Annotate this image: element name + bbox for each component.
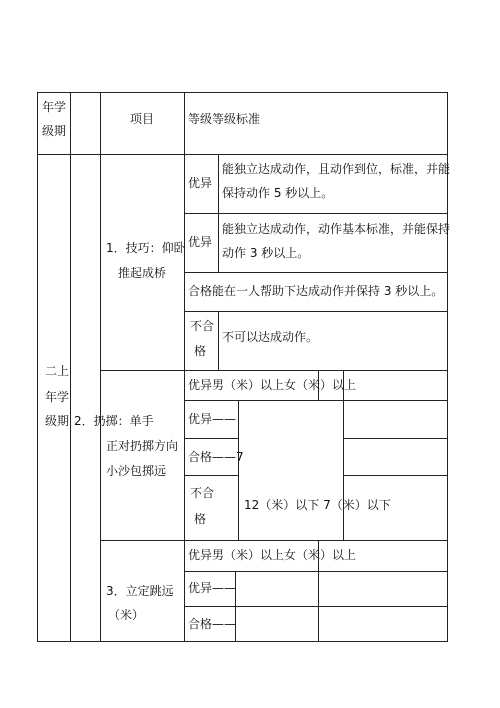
item3-row3-text: 合格—— bbox=[188, 617, 237, 631]
item1-grade2-text-1: 能独立达成动作，动作基本标准，并能保持 bbox=[222, 222, 451, 236]
item1-title-line1: 1．技巧：仰卧 bbox=[106, 241, 186, 255]
item2-col-a bbox=[238, 400, 239, 540]
item2-row3-text: 合格——7 bbox=[188, 450, 244, 464]
item1-row-line-2 bbox=[184, 272, 448, 273]
left-border bbox=[37, 92, 38, 642]
item2-row2-text: 优异—— bbox=[188, 412, 237, 426]
header-item-title: 项目 bbox=[130, 112, 155, 126]
item2-title-line3: 小沙包掷远 bbox=[106, 464, 167, 478]
item2-row4-value: 12（米）以下 7（米）以下 bbox=[244, 498, 391, 512]
header-semester-line1: 年学 bbox=[42, 100, 67, 114]
semester-line2: 年学 bbox=[45, 390, 70, 404]
item1-grade1-text-2: 保持动作 5 秒以上。 bbox=[222, 186, 334, 200]
header-bottom-border bbox=[37, 154, 448, 155]
item1-title-line2: 推起成桥 bbox=[118, 266, 167, 280]
item1-grade1-text-1: 能独立达成动作，且动作到位，标准，并能 bbox=[222, 162, 451, 176]
item1-grade2-text-2: 动作 3 秒以上。 bbox=[222, 246, 310, 260]
item2-row-line-2 bbox=[184, 438, 238, 439]
semester-line3: 级期 bbox=[45, 414, 70, 428]
item1-row-line-3 bbox=[184, 311, 448, 312]
item3-row2-text: 优异—— bbox=[188, 581, 237, 595]
item1-bottom-line bbox=[100, 370, 448, 371]
item1-grade4-text: 不可以达成动作。 bbox=[222, 330, 319, 344]
item1-grade4-label-1: 不合 bbox=[190, 319, 215, 333]
item2-row4-label-1: 不合 bbox=[190, 486, 215, 500]
item1-grade1-label: 优异 bbox=[188, 176, 213, 190]
item1-grade-divider-2 bbox=[218, 311, 219, 370]
semester-line1: 二上 bbox=[45, 364, 70, 378]
item2-row-line-1 bbox=[184, 400, 448, 401]
col-divider-3 bbox=[184, 92, 185, 642]
table-bottom-border bbox=[37, 641, 448, 642]
item1-grade2-label: 优异 bbox=[188, 235, 213, 249]
item1-grade3-text: 合格能在一人帮助下达成动作并保持 3 秒以上。 bbox=[188, 284, 444, 298]
item3-title-line1: 3．立定跳远 bbox=[106, 584, 174, 598]
item2-bottom-line bbox=[100, 540, 448, 541]
header-standard-title: 等级等级标准 bbox=[188, 112, 261, 126]
item3-row-line-1 bbox=[184, 571, 448, 572]
item3-row1-text: 优异男（米）以上女（米）以上 bbox=[188, 548, 357, 562]
item2-row1-text: 优异男（米）以上女（米）以上 bbox=[188, 378, 357, 392]
item3-row-line-2 bbox=[184, 606, 448, 607]
item2-row4-label-2: 格 bbox=[194, 512, 207, 526]
item2-row-line-2b bbox=[343, 438, 448, 439]
item2-title-line1: 2．扔掷：单手 bbox=[74, 414, 154, 428]
item3-title-line2: （米） bbox=[108, 608, 145, 622]
item1-row-line-1 bbox=[184, 213, 448, 214]
item2-row-line-3 bbox=[184, 475, 238, 476]
item1-grade4-label-2: 格 bbox=[194, 344, 207, 358]
item2-title-line2: 正对扔掷方向 bbox=[106, 439, 179, 453]
col-divider-1 bbox=[70, 92, 71, 642]
table-top-border bbox=[37, 92, 448, 93]
item2-row-line-3b bbox=[343, 475, 448, 476]
header-semester-line2: 级期 bbox=[42, 124, 67, 138]
col-divider-2 bbox=[100, 92, 101, 642]
